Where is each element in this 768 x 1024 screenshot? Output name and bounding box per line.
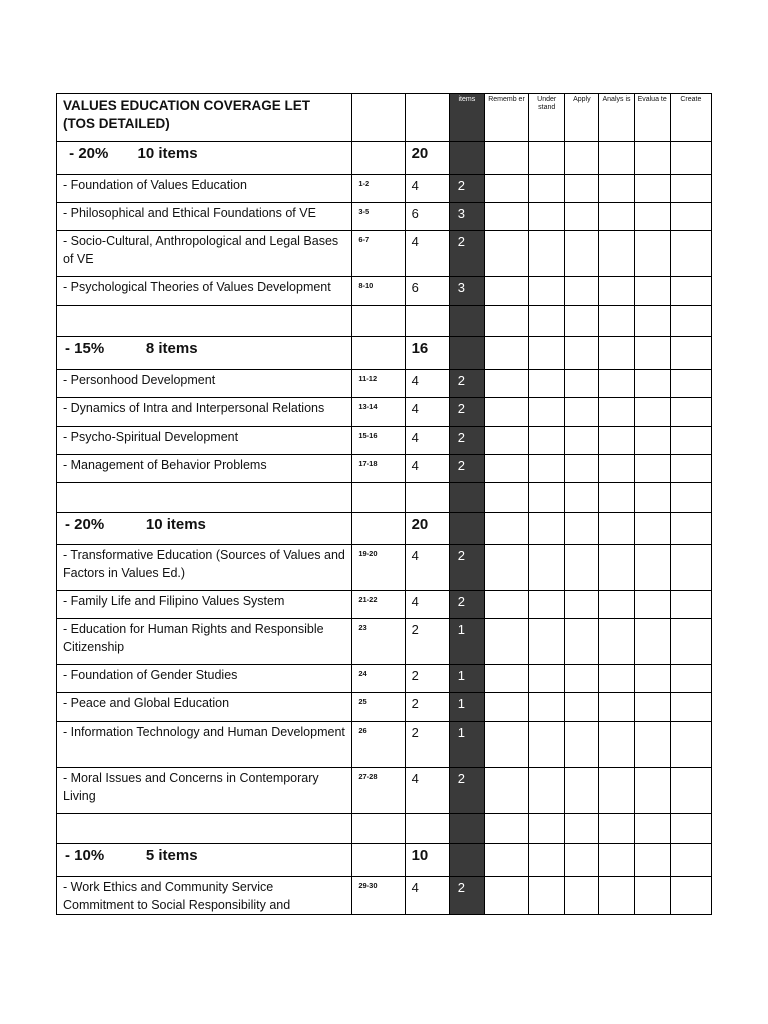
items-cell: 2 xyxy=(449,231,484,277)
header-understand: Under stand xyxy=(529,94,565,142)
table-title: VALUES EDUCATION COVERAGE LET (TOS DETAILED) xyxy=(57,94,352,142)
header-evaluate: Evalua te xyxy=(634,94,670,142)
spacer-row xyxy=(57,483,712,513)
topic-cell: - Personhood Development xyxy=(57,370,352,398)
topic-cell: - Foundation of Values Education xyxy=(57,175,352,203)
items-cell: 1 xyxy=(449,722,484,768)
section-label: - 15% 8 items xyxy=(57,337,352,370)
range-cell: 3-5 xyxy=(352,203,405,231)
topic-cell: - Peace and Global Education xyxy=(57,693,352,722)
total-cell: 4 xyxy=(405,591,449,619)
table-row xyxy=(57,768,712,814)
items-cell: 2 xyxy=(449,398,484,427)
total-cell: 2 xyxy=(405,693,449,722)
table-row xyxy=(57,277,712,306)
section-row xyxy=(57,142,712,175)
tos-table xyxy=(56,93,712,915)
range-cell: 15-16 xyxy=(352,427,405,455)
header-total-cell xyxy=(405,94,449,142)
items-cell: 3 xyxy=(449,277,484,306)
topic-cell: - Transformative Education (Sources of Values and Factors in Values Ed.) xyxy=(57,545,352,591)
section-label: - 20% 10 items xyxy=(57,142,352,175)
table-row xyxy=(57,455,712,483)
topic-cell: - Socio-Cultural, Anthropological and Legal Bases of VE xyxy=(57,231,352,277)
range-cell: 27-28 xyxy=(352,768,405,814)
range-cell: 26 xyxy=(352,722,405,768)
header-analysis: Analys is xyxy=(599,94,634,142)
spacer-row xyxy=(57,814,712,844)
items-cell: 2 xyxy=(449,427,484,455)
spacer-row xyxy=(57,306,712,337)
items-cell: 3 xyxy=(449,203,484,231)
total-cell: 4 xyxy=(405,175,449,203)
range-cell: 19-20 xyxy=(352,545,405,591)
topic-cell: - Education for Human Rights and Responsible Citizenship xyxy=(57,619,352,665)
topic-cell: - Information Technology and Human Development xyxy=(57,722,352,768)
section-total: 16 xyxy=(405,337,449,370)
total-cell: 2 xyxy=(405,619,449,665)
items-cell: 2 xyxy=(449,768,484,814)
range-cell: 11-12 xyxy=(352,370,405,398)
header-create: Create xyxy=(670,94,711,142)
topic-cell: - Psycho-Spiritual Development xyxy=(57,427,352,455)
items-cell: 1 xyxy=(449,619,484,665)
section-total: 20 xyxy=(405,513,449,545)
total-cell: 4 xyxy=(405,231,449,277)
range-cell: 13-14 xyxy=(352,398,405,427)
total-cell: 4 xyxy=(405,768,449,814)
items-cell: 2 xyxy=(449,175,484,203)
range-cell: 17-18 xyxy=(352,455,405,483)
header-apply: Apply xyxy=(565,94,599,142)
table-row xyxy=(57,398,712,427)
header-remember: Rememb er xyxy=(484,94,528,142)
topic-cell: - Philosophical and Ethical Foundations of VE xyxy=(57,203,352,231)
total-cell: 6 xyxy=(405,277,449,306)
total-cell: 6 xyxy=(405,203,449,231)
header-range-cell xyxy=(352,94,405,142)
range-cell: 29-30 xyxy=(352,877,405,915)
table-row xyxy=(57,591,712,619)
table-row xyxy=(57,370,712,398)
topic-cell: - Dynamics of Intra and Interpersonal Relations xyxy=(57,398,352,427)
table-row xyxy=(57,877,712,915)
topic-cell: - Work Ethics and Community Service Commitment to Social Responsibility and xyxy=(57,877,352,915)
table-row xyxy=(57,175,712,203)
topic-cell: - Psychological Theories of Values Development xyxy=(57,277,352,306)
total-cell: 2 xyxy=(405,665,449,693)
total-cell: 2 xyxy=(405,722,449,768)
table-row xyxy=(57,545,712,591)
total-cell: 4 xyxy=(405,455,449,483)
items-cell: 2 xyxy=(449,370,484,398)
table-row xyxy=(57,203,712,231)
total-cell: 4 xyxy=(405,877,449,915)
items-cell: 2 xyxy=(449,877,484,915)
header-items: items xyxy=(449,94,484,142)
section-label: - 20% 10 items xyxy=(57,513,352,545)
topic-cell: - Foundation of Gender Studies xyxy=(57,665,352,693)
range-cell: 6-7 xyxy=(352,231,405,277)
total-cell: 4 xyxy=(405,545,449,591)
range-cell: 24 xyxy=(352,665,405,693)
range-cell: 23 xyxy=(352,619,405,665)
items-cell: 2 xyxy=(449,545,484,591)
section-row xyxy=(57,337,712,370)
section-total: 10 xyxy=(405,844,449,877)
items-cell: 1 xyxy=(449,693,484,722)
items-cell: 1 xyxy=(449,665,484,693)
section-total: 20 xyxy=(405,142,449,175)
range-cell: 1-2 xyxy=(352,175,405,203)
total-cell: 4 xyxy=(405,398,449,427)
table-row xyxy=(57,722,712,768)
table-row xyxy=(57,231,712,277)
section-label: - 10% 5 items xyxy=(57,844,352,877)
range-cell: 8-10 xyxy=(352,277,405,306)
total-cell: 4 xyxy=(405,427,449,455)
range-cell: 25 xyxy=(352,693,405,722)
table-row xyxy=(57,665,712,693)
items-cell: 2 xyxy=(449,591,484,619)
range-cell: 21-22 xyxy=(352,591,405,619)
total-cell: 4 xyxy=(405,370,449,398)
table-row xyxy=(57,427,712,455)
topic-cell: - Management of Behavior Problems xyxy=(57,455,352,483)
table-row xyxy=(57,619,712,665)
topic-cell: - Family Life and Filipino Values System xyxy=(57,591,352,619)
table-row xyxy=(57,693,712,722)
section-row xyxy=(57,513,712,545)
header-row xyxy=(57,94,712,142)
items-cell: 2 xyxy=(449,455,484,483)
section-row xyxy=(57,844,712,877)
topic-cell: - Moral Issues and Concerns in Contemporary Living xyxy=(57,768,352,814)
